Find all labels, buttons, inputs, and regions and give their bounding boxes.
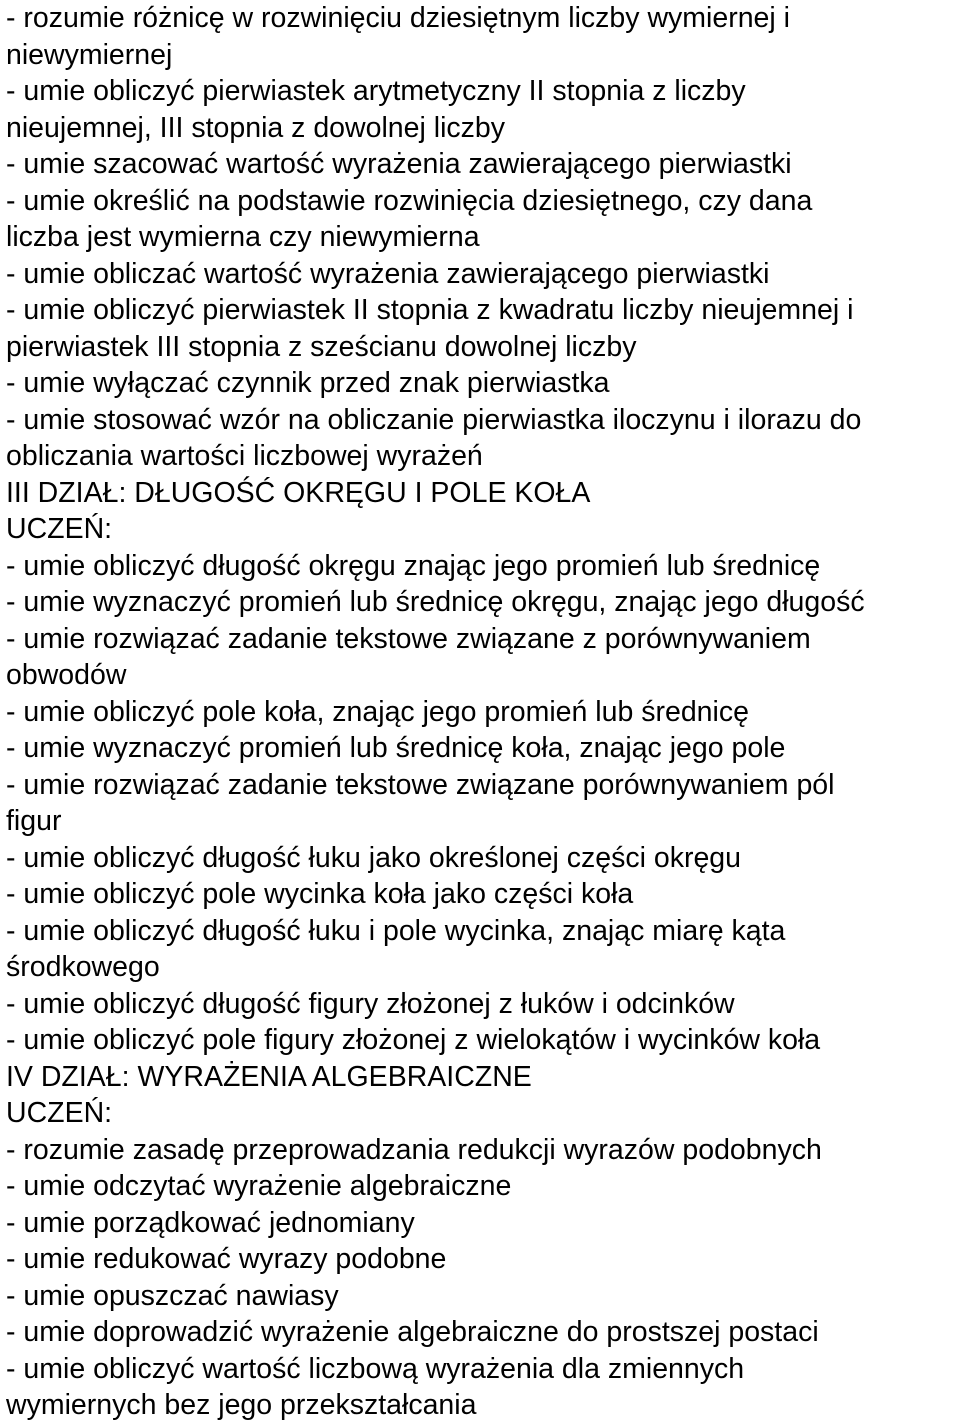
requirement-line: - umie określić na podstawie rozwinięcia dziesiętnego, czy dana	[6, 184, 813, 217]
requirement-line: - umie obliczyć długość figury złożonej z łuków i odcinków	[6, 987, 735, 1020]
section-4-heading: IV DZIAŁ: WYRAŻENIA ALGEBRAICZNE	[6, 1060, 532, 1093]
requirement-line: - umie wyznaczyć promień lub średnicę koła, znając jego pole	[6, 732, 786, 764]
requirement-line: - umie obliczyć długość łuku jako określonej części okręgu	[6, 841, 742, 874]
requirement-line: - rozumie różnicę w rozwinięciu dziesiętnym liczby wymiernej i	[6, 2, 790, 34]
requirement-line: - umie wyznaczyć promień lub średnicę okręgu, znając jego długość	[6, 586, 865, 618]
requirement-line: - umie szacować wartość wyrażenia zawierającego pierwiastki	[6, 148, 792, 180]
requirements-list-roots	[6, 0, 960, 475]
section-3-student-label: UCZEŃ:	[6, 513, 113, 545]
requirement-line: środkowego	[6, 951, 160, 983]
requirement-line: - umie obliczyć długość łuku i pole wycinka, znając miarę kąta	[6, 914, 786, 947]
requirement-line: - umie obliczyć pole figury złożonej z wielokątów i wycinków koła	[6, 1024, 821, 1056]
requirements-list-algebra	[6, 1132, 960, 1424]
requirement-line: - umie opuszczać nawiasy	[6, 1279, 339, 1312]
requirement-line: figur	[6, 805, 62, 837]
section-4-student-label: UCZEŃ:	[6, 1097, 113, 1129]
requirement-line: obliczania wartości liczbowej wyrażeń	[6, 440, 483, 472]
requirement-line: - umie rozwiązać zadanie tekstowe związane porównywaniem pól	[6, 768, 835, 801]
requirement-line: - umie stosować wzór na obliczanie pierwiastka iloczynu i ilorazu do	[6, 403, 862, 436]
requirement-line: - umie rozwiązać zadanie tekstowe związane z porównywaniem	[6, 622, 811, 655]
requirement-line: - umie obliczać wartość wyrażenia zawierającego pierwiastki	[6, 257, 770, 290]
requirement-line: - umie porządkować jednomiany	[6, 1206, 415, 1239]
requirement-line: - umie redukować wyrazy podobne	[6, 1243, 447, 1275]
requirement-line: obwodów	[6, 659, 127, 691]
requirement-line: - umie obliczyć pierwiastek II stopnia z kwadratu liczby nieujemnej i	[6, 294, 854, 326]
requirement-line: - umie obliczyć pole wycinka koła jako części koła	[6, 878, 634, 910]
requirement-line: - umie obliczyć długość okręgu znając jego promień lub średnicę	[6, 549, 821, 582]
requirement-line: wymiernych bez jego przekształcania	[6, 1389, 477, 1421]
requirement-line: - rozumie zasadę przeprowadzania redukcji wyrazów podobnych	[6, 1133, 822, 1166]
requirement-line: - umie wyłączać czynnik przed znak pierwiastka	[6, 367, 610, 399]
requirement-line: nieujemnej, III stopnia z dowolnej liczby	[6, 111, 506, 144]
requirement-line: - umie odczytać wyrażenie algebraiczne	[6, 1170, 512, 1202]
requirement-line: - umie obliczyć wartość liczbową wyrażenia dla zmiennych	[6, 1352, 745, 1385]
requirement-line: liczba jest wymierna czy niewymierna	[6, 221, 480, 253]
requirements-list-circle	[6, 548, 960, 1059]
section-3-heading: III DZIAŁ: DŁUGOŚĆ OKRĘGU I POLE KOŁA	[6, 476, 591, 509]
requirement-line: niewymiernej	[6, 38, 173, 71]
requirement-line: - umie obliczyć pole koła, znając jego promień lub średnicę	[6, 695, 749, 728]
requirement-line: pierwiastek III stopnia z sześcianu dowolnej liczby	[6, 330, 637, 363]
requirement-line: - umie doprowadzić wyrażenie algebraiczne do prostszej postaci	[6, 1316, 819, 1348]
requirement-line: - umie obliczyć pierwiastek arytmetyczny II stopnia z liczby	[6, 75, 746, 107]
